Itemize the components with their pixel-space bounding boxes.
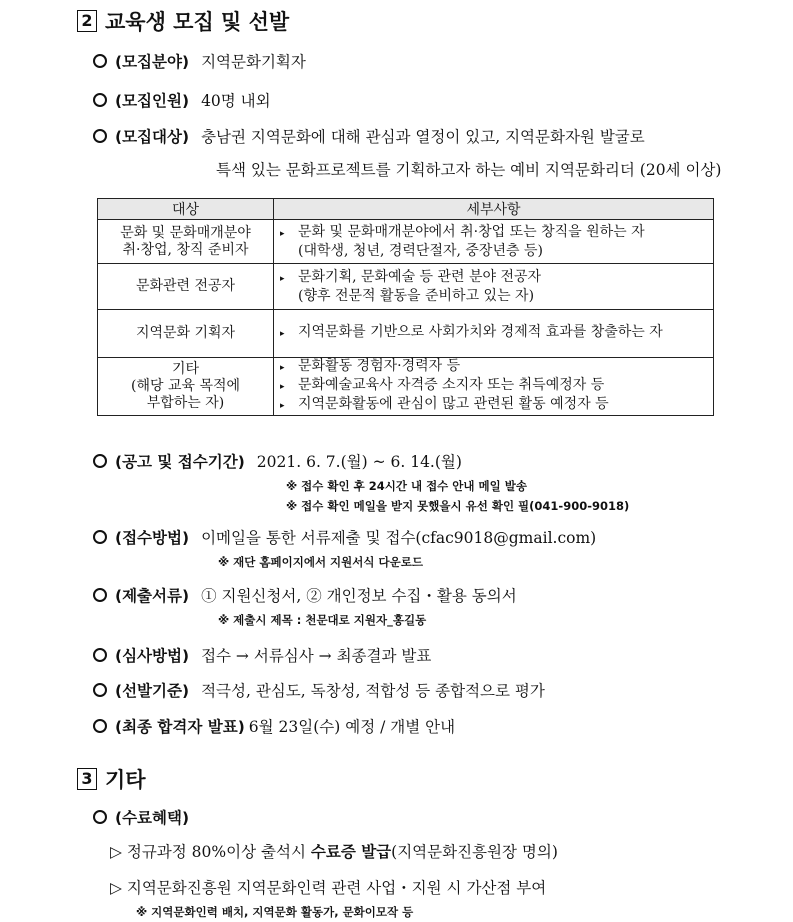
period-note-1: ※ 접수 확인 후 24시간 내 접수 안내 메일 발송 bbox=[286, 479, 527, 493]
item-benefit: (수료혜택) bbox=[93, 806, 201, 828]
table-row: 기타 (해당 교육 목적에 부합하는 자) ▸ 문화활동 경험자·경력자 등 ▸ 문화예술교육사 자격증 소지자 또는 취득예정자 등 ▸ 지역문화활동에 관심이 많고 관련된 활동 예정자 등 bbox=[98, 358, 714, 416]
benefit-line-1: ▷ 정규과정 80%이상 출석시 수료증 발급(지역문화진흥원장 명의) bbox=[110, 843, 558, 861]
table-header: 대상 bbox=[98, 199, 274, 220]
benefit-line-2: ▷ 지역문화진흥원 지역문화인력 관련 사업・지원 시 가산점 부여 bbox=[110, 879, 547, 897]
table-row: 지역문화 기획자 ▸ 지역문화를 기반으로 사회가치와 경제적 효과를 창출하는 자 bbox=[98, 310, 714, 358]
small-triangle-icon: ▸ bbox=[280, 382, 285, 392]
docs-note: ※ 제출시 제목 : 천문대로 지원자_홍길동 bbox=[218, 613, 427, 627]
item-period: (공고 및 접수기간) 2021. 6. 7.(월) ~ 6. 14.(월) bbox=[93, 450, 462, 472]
period-note-2: ※ 접수 확인 메일을 받지 못했을시 유선 확인 필(041-900-9018) bbox=[286, 499, 630, 513]
item-criteria: (선발기준) 적극성, 관심도, 독창성, 적합성 등 종합적으로 평가 bbox=[93, 679, 545, 701]
item-method: (접수방법) 이메일을 통한 서류제출 및 접수(cfac9018@gmail.com) bbox=[93, 526, 596, 548]
circle-bullet-icon bbox=[93, 683, 107, 697]
section-3-heading bbox=[77, 764, 146, 794]
table-row: 문화관련 전공자 ▸ 문화기획, 문화예술 등 관련 분야 전공자 (향후 전문적 활동을 준비하고 있는 자) bbox=[98, 264, 714, 310]
item-target: (모집대상) 충남권 지역문화에 대해 관심과 열정이 있고, 지역문화자원 발굴로 bbox=[93, 125, 645, 147]
item-docs: (제출서류) ① 지원신청서, ② 개인정보 수집・활용 동의서 bbox=[93, 584, 517, 606]
section-number-box: 2 bbox=[77, 10, 97, 32]
item-review: (심사방법) 접수 → 서류심사 → 최종결과 발표 bbox=[93, 644, 431, 666]
method-note: ※ 재단 홈페이지에서 지원서식 다운로드 bbox=[218, 555, 423, 569]
section-title: 기타 bbox=[105, 768, 146, 792]
circle-bullet-icon bbox=[93, 719, 107, 733]
small-triangle-icon: ▸ bbox=[280, 363, 285, 373]
small-triangle-icon: ▸ bbox=[280, 329, 285, 339]
small-triangle-icon: ▸ bbox=[280, 273, 285, 284]
section-title: 교육생 모집 및 선발 bbox=[105, 10, 290, 34]
benefit-note: ※ 지역문화인력 배치, 지역문화 활동가, 문화이모작 등 bbox=[136, 905, 414, 919]
triangle-right-icon: ▷ bbox=[110, 843, 122, 861]
table-row: 문화 및 문화매개분야 취·창업, 창직 준비자 ▸ 문화 및 문화매개분야에서 취·창업 또는 창직을 원하는 자 (대학생, 청년, 경력단절자, 중장년층 등) bbox=[98, 220, 714, 264]
item-final: (최종 합격자 발표) 6월 23일(수) 예정 / 개별 안내 bbox=[93, 715, 455, 737]
small-triangle-icon: ▸ bbox=[280, 228, 285, 239]
small-triangle-icon: ▸ bbox=[280, 401, 285, 411]
section-2-heading bbox=[77, 6, 289, 36]
item-count: (모집인원) 40명 내외 bbox=[93, 89, 271, 111]
circle-bullet-icon bbox=[93, 93, 107, 107]
circle-bullet-icon bbox=[93, 588, 107, 602]
circle-bullet-icon bbox=[93, 648, 107, 662]
circle-bullet-icon bbox=[93, 129, 107, 143]
circle-bullet-icon bbox=[93, 530, 107, 544]
item-target-cont: 특색 있는 문화프로젝트를 기획하고자 하는 예비 지역문화리더 (20세 이상) bbox=[216, 161, 722, 179]
item-field: (모집분야) 지역문화기획자 bbox=[93, 50, 306, 72]
triangle-right-icon: ▷ bbox=[110, 879, 122, 897]
circle-bullet-icon bbox=[93, 454, 107, 468]
circle-bullet-icon bbox=[93, 810, 107, 824]
circle-bullet-icon bbox=[93, 54, 107, 68]
target-table bbox=[97, 198, 714, 416]
section-number-box: 3 bbox=[77, 768, 97, 790]
table-header: 세부사항 bbox=[274, 199, 714, 220]
